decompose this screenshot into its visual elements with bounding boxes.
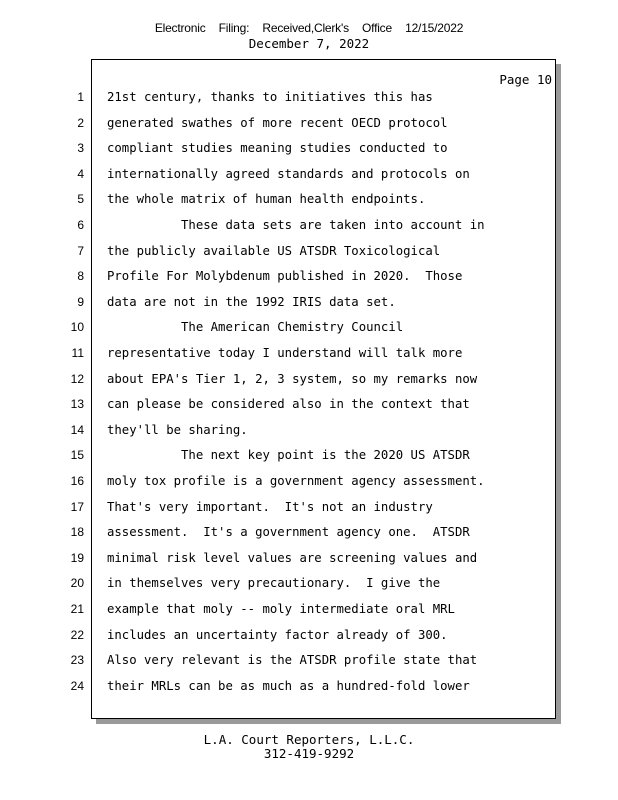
line-number: 23 — [70, 653, 84, 668]
stamp-filing: Filing: — [218, 21, 250, 35]
line-number: 3 — [77, 141, 84, 156]
transcript-line — [0, 116, 618, 142]
line-text: Also very relevant is the ATSDR profile state that — [107, 653, 478, 668]
line-text: their MRLs can be as much as a hundred-fold lower — [107, 678, 470, 693]
line-text: data are not in the 1992 IRIS data set. — [107, 294, 396, 309]
line-text: in themselves very precautionary. I give the — [107, 576, 441, 591]
transcript-line — [0, 679, 618, 705]
line-text: minimal risk level values are screening values and — [107, 550, 478, 565]
transcript-line — [0, 372, 618, 398]
line-text: the publicly available US ATSDR Toxicological — [107, 243, 441, 258]
stamp-office: Office — [362, 21, 392, 35]
transcript-line — [0, 602, 618, 628]
line-text: they'll be sharing. — [107, 422, 248, 437]
transcript-line — [0, 397, 618, 423]
line-number: 24 — [70, 678, 84, 693]
line-number: 22 — [70, 627, 84, 642]
transcript-line — [0, 90, 618, 116]
line-number: 13 — [70, 397, 84, 412]
line-number: 16 — [70, 474, 84, 488]
transcript-line — [0, 423, 618, 449]
line-number: 4 — [77, 166, 84, 181]
line-text: representative today I understand will talk more — [107, 346, 463, 360]
line-number: 17 — [70, 499, 84, 514]
court-reporter-phone: 312-419-9292 — [263, 746, 355, 761]
hearing-date: December 7, 2022 — [248, 36, 370, 51]
footer — [0, 733, 618, 761]
line-text: can please be considered also in the context that — [107, 397, 470, 412]
line-number: 20 — [70, 576, 84, 591]
transcript-line — [0, 448, 618, 474]
line-text: internationally agreed standards and protocols on — [107, 166, 470, 181]
line-text: the whole matrix of human health endpoints. — [107, 192, 426, 207]
line-text: compliant studies meaning studies conducted to — [107, 141, 448, 156]
transcript-line — [0, 576, 618, 602]
line-text: generated swathes of more recent OECD protocol — [107, 115, 448, 130]
line-number: 19 — [70, 550, 84, 565]
line-number: 11 — [71, 346, 84, 360]
line-text: example that moly -- moly intermediate oral MRL — [107, 602, 455, 616]
transcript-line — [0, 551, 618, 577]
transcript-line — [0, 244, 618, 270]
line-number: 12 — [70, 371, 84, 386]
line-number: 18 — [70, 525, 84, 540]
transcript-line — [0, 218, 618, 244]
line-number: 15 — [70, 448, 84, 463]
line-text: includes an uncertainty factor already of 300. — [107, 627, 448, 642]
stamp-date: 12/15/2022 — [405, 21, 464, 35]
line-number: 10 — [70, 320, 84, 335]
line-number: 1 — [77, 90, 84, 104]
line-text: moly tox profile is a government agency assessment. — [107, 474, 485, 488]
transcript-line — [0, 500, 618, 526]
line-number: 9 — [77, 294, 84, 309]
line-text: The next key point is the 2020 US ATSDR — [107, 448, 470, 463]
line-number: 21 — [70, 602, 84, 616]
line-text: These data sets are taken into account in — [107, 218, 485, 232]
page-number: Page 10 — [499, 72, 552, 87]
electronic-filing-stamp — [0, 21, 618, 35]
line-text: The American Chemistry Council — [107, 320, 404, 335]
line-number: 6 — [77, 218, 84, 232]
line-text: assessment. It's a government agency one. ATSDR — [107, 525, 470, 540]
transcript-line — [0, 346, 618, 372]
line-number: 14 — [70, 422, 84, 437]
transcript-line — [0, 628, 618, 654]
transcript-line — [0, 167, 618, 193]
line-number: 5 — [77, 192, 84, 207]
court-reporter-name: L.A. Court Reporters, L.L.C. — [203, 732, 415, 747]
transcript-line — [0, 474, 618, 500]
stamp-electronic: Electronic — [154, 21, 206, 35]
transcript-line — [0, 192, 618, 218]
line-number: 7 — [77, 243, 84, 258]
line-text: Profile For Molybdenum published in 2020. Those — [107, 269, 463, 284]
transcript-line — [0, 525, 618, 551]
line-text: That's very important. It's not an industry — [107, 499, 433, 514]
line-number: 8 — [77, 269, 84, 284]
transcript-line — [0, 295, 618, 321]
line-text: about EPA's Tier 1, 2, 3 system, so my remarks now — [107, 371, 478, 386]
transcript-line — [0, 269, 618, 295]
line-text: 21st century, thanks to initiatives this has — [107, 90, 433, 104]
transcript-line — [0, 320, 618, 346]
transcript-line — [0, 653, 618, 679]
stamp-received: Received,Clerk's — [262, 21, 349, 35]
transcript-line — [0, 141, 618, 167]
line-number: 2 — [77, 115, 84, 130]
